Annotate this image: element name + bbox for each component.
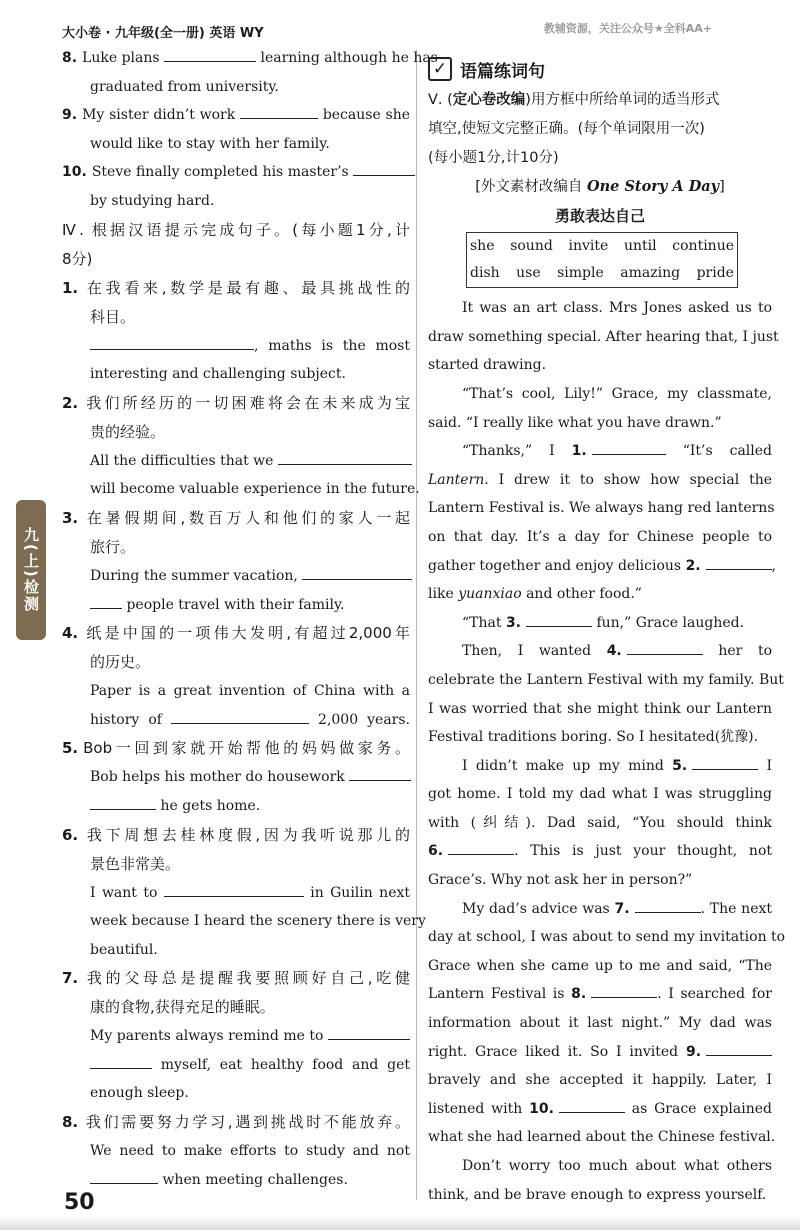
chinese-prompt: 的历史。 — [90, 653, 151, 672]
passage-line — [428, 466, 772, 495]
answer-blank[interactable] — [164, 884, 304, 897]
passage-text: as Grace explained — [631, 1100, 773, 1117]
blank-number: 5. — [672, 757, 688, 774]
blank-number: 8. — [571, 986, 587, 1003]
passage-line: celebrate the Lantern Festival with my family. But — [428, 671, 784, 688]
translate-3 — [62, 504, 410, 619]
passage-text: My dad’s advice was — [462, 900, 610, 917]
answer-blank[interactable] — [328, 1027, 410, 1040]
translate-7 — [62, 964, 410, 1108]
chinese-prompt: 在暑假期间,数百万人和他们的家人一起 — [83, 508, 410, 527]
passage-text: “Thanks,” I — [462, 443, 555, 460]
passage-line: gather together and enjoy delicious 2. , — [428, 557, 777, 574]
passage-text: . I searched for — [657, 986, 772, 1003]
blank-number: 6. — [428, 843, 444, 860]
passage-line: I was worried that she might think our Lantern — [428, 700, 772, 717]
chinese-prompt: 纸是中国的一项伟大发明,有超过2,000年 — [83, 624, 410, 643]
question-8 — [62, 44, 438, 101]
translate-8 — [62, 1108, 410, 1194]
chinese-prompt: 我下周想去桂林度假,因为我听说那儿的 — [83, 825, 410, 844]
question-number: 2. — [62, 393, 79, 412]
sentence-text: will become valuable experience in the future. — [90, 481, 420, 498]
right-column — [428, 52, 786, 1209]
sentence-text: 2,000 years. — [318, 711, 410, 728]
passage-text: Lantern Festival is — [428, 986, 565, 1003]
question-number: 8. — [62, 50, 78, 66]
answer-blank-1[interactable] — [592, 442, 666, 455]
story-title: 勇敢表达自己 — [554, 206, 645, 225]
passage-line — [428, 1095, 772, 1124]
blank-number: 9. — [685, 1043, 702, 1060]
sentence-text: would like to stay with her family. — [90, 135, 330, 152]
answer-blank-3[interactable] — [526, 614, 592, 627]
section-title-text: 语篇练词句 — [460, 61, 545, 82]
blank-number: 7. — [614, 900, 630, 917]
question-number: 6. — [62, 825, 79, 844]
sentence-text: We need to make efforts to study and not — [90, 1143, 410, 1160]
section-heading: Ⅳ. 根据汉语提示完成句子。(每小题1分,计 — [62, 220, 410, 239]
book-title: 大小卷 · 九年级(全一册) 英语 WY — [62, 26, 264, 41]
header-note: 教辅资源，关注公众号★全科AA+ — [543, 22, 712, 35]
passage-line: day at school, I was about to send my invitation to — [428, 929, 786, 946]
chinese-prompt: 贵的经验。 — [90, 422, 166, 441]
passage-line: draw something special. After hearing that, I just — [428, 328, 779, 345]
blank-number: 1. — [571, 443, 587, 460]
blank-number: 2. — [685, 557, 701, 574]
passage-text: I didn’t make up my mind — [462, 757, 664, 774]
instruction: 填空,使短文完整正确。(每个单词限用一次) — [428, 121, 705, 137]
sentence-text: interesting and challenging subject. — [90, 366, 346, 383]
passage-text: and other food.” — [526, 586, 642, 603]
instruction — [428, 86, 772, 115]
answer-blank-7[interactable] — [635, 900, 701, 913]
passage-line: information about it last night.” My dad was — [428, 1015, 772, 1032]
sentence-text: learning although he has — [260, 50, 438, 66]
passage-line: bravely and she accepted it happily. Later, I — [428, 1072, 772, 1089]
answer-blank-8[interactable] — [591, 985, 657, 998]
passage-line — [428, 837, 772, 866]
blank-number: 10. — [529, 1100, 554, 1117]
sentence-text: graduated from university. — [90, 78, 279, 95]
passage-text: her to — [718, 643, 773, 660]
section-4-title — [62, 216, 410, 274]
blank-number: 3. — [505, 614, 521, 631]
passage — [428, 294, 786, 1209]
answer-blank[interactable] — [240, 106, 318, 119]
passage-text: Lantern. — [428, 471, 489, 488]
word-bank-item: until — [623, 238, 657, 255]
checkbox-icon: ✓ — [428, 57, 452, 81]
column-divider — [416, 50, 417, 1200]
chinese-prompt: 康的食物,获得充足的睡眠。 — [90, 998, 275, 1017]
passage-text: “It’s called — [682, 443, 772, 460]
answer-blank[interactable] — [353, 163, 415, 176]
passage-line: “That’s cool, Lily!” Grace, my classmate, — [462, 385, 772, 402]
word-bank-item: invite — [568, 238, 609, 255]
answer-blank-5[interactable] — [692, 757, 758, 770]
sentence-text: I want to — [90, 884, 158, 901]
answer-blank-9[interactable] — [706, 1043, 772, 1056]
question-number: 8. — [62, 1113, 79, 1132]
question-number: 3. — [62, 508, 79, 527]
chinese-prompt: 旅行。 — [90, 537, 136, 556]
sentence-text: beautiful. — [90, 941, 158, 958]
passage-text: . The next — [700, 900, 772, 917]
sentence-text: Luke plans — [82, 50, 160, 66]
question-number: 1. — [62, 278, 79, 297]
sentence-text: when meeting challenges. — [162, 1171, 348, 1188]
passage-line: on that day. It’s a day for Chinese people to — [428, 528, 772, 545]
sentence-text: history of — [90, 711, 162, 728]
answer-blank-2[interactable] — [706, 557, 772, 570]
section-heading: 8分) — [62, 249, 93, 268]
passage-text: like — [428, 586, 454, 603]
instruction-text: Ⅴ. ( — [428, 92, 453, 108]
passage-line — [428, 895, 772, 924]
sentence-text: myself, eat healthy food and get — [160, 1056, 410, 1073]
sentence-text: , maths is the most — [254, 337, 410, 354]
word-bank-item: pride — [696, 265, 734, 282]
sentence-text: he gets home. — [160, 797, 261, 814]
section-heading — [428, 52, 772, 86]
sentence-text: in Guilin next — [310, 884, 411, 901]
blank-number: 4. — [606, 643, 622, 660]
source-book: One Story A Day — [587, 178, 720, 195]
sentence-text: My parents always remind me to — [90, 1028, 324, 1045]
instruction-text: )用方框中所给单词的适当形式 — [525, 92, 720, 108]
question-9 — [62, 101, 410, 158]
passage-text: “That — [462, 614, 502, 631]
passage-text: listened with — [428, 1100, 523, 1117]
sentence-text: Paper is a great invention of China with a — [90, 683, 410, 700]
page-edge-shadow — [0, 1216, 800, 1230]
passage-line: started drawing. — [428, 357, 547, 374]
question-number: 10. — [62, 164, 87, 181]
side-tab: 九(上)检测 — [16, 500, 46, 640]
sentence-text: by studying hard. — [90, 192, 215, 209]
instruction: (每小题1分,计10分) — [428, 150, 559, 166]
passage-line: got home. I told my dad what I was struggling — [428, 786, 772, 803]
translate-6 — [62, 821, 426, 965]
word-bank-item: amazing — [620, 265, 681, 282]
passage-text: gather together and enjoy delicious — [428, 557, 682, 574]
answer-blank[interactable] — [90, 337, 254, 350]
chinese-prompt: 我的父母总是提醒我要照顾好自己,吃健 — [83, 969, 410, 988]
answer-blank-6[interactable] — [448, 842, 514, 855]
sentence-text: Bob helps his mother do housework — [90, 769, 345, 786]
passage-line: It was an art class. Mrs Jones asked us to — [462, 300, 772, 317]
sentence-text: people travel with their family. — [126, 596, 345, 613]
answer-blank[interactable] — [90, 1056, 152, 1069]
chinese-prompt: 景色非常美。 — [90, 854, 181, 873]
sentence-text: During the summer vacation, — [90, 567, 298, 584]
answer-blank[interactable] — [278, 452, 412, 465]
passage-text: fun,” Grace laughed. — [596, 614, 745, 631]
chinese-prompt: 在我看来,数学是最有趣、最具挑战性的 — [83, 278, 410, 297]
passage-line: with (纠结). Dad said, “You should think — [428, 814, 772, 831]
word-bank — [466, 232, 738, 288]
answer-blank[interactable] — [90, 797, 156, 810]
passage-text: . This is just your thought, not — [514, 843, 772, 860]
chinese-prompt: 我们所经历的一切困难将会在未来成为宝 — [83, 393, 410, 412]
sentence-text: My sister didn’t work — [82, 107, 236, 124]
passage-line: Festival traditions boring. So I hesitated(犹豫). — [428, 729, 759, 746]
answer-blank[interactable] — [164, 49, 256, 62]
passage-line: said. “I really like what you have drawn.” — [428, 414, 722, 431]
translate-1 — [62, 274, 410, 389]
passage-line — [428, 437, 772, 466]
answer-blank[interactable] — [90, 1171, 158, 1184]
passage-text: Then, I wanted — [462, 643, 592, 660]
passage-line: what she had learned about the Chinese festival. — [428, 1129, 776, 1146]
sentence-text: week because I heard the scenery there is very — [90, 913, 426, 930]
question-10 — [62, 158, 410, 215]
word-bank-item: sound — [510, 238, 553, 255]
passage-text: yuanxiao — [458, 586, 522, 603]
passage-text: I — [766, 757, 773, 774]
word-bank-item: simple — [557, 265, 604, 282]
question-number: 5. — [62, 739, 79, 758]
word-bank-row — [470, 260, 734, 287]
answer-blank[interactable] — [349, 768, 411, 781]
page-number: 50 — [64, 1190, 95, 1215]
passage-line — [428, 980, 772, 1009]
answer-blank[interactable] — [90, 596, 122, 609]
passage-line: Don’t worry too much about what others — [462, 1158, 772, 1174]
left-column — [62, 44, 438, 1194]
passage-line — [428, 1038, 772, 1067]
translate-4 — [62, 619, 410, 734]
question-number: 7. — [62, 969, 79, 988]
passage-line: Grace’s. Why not ask her in person?” — [428, 872, 693, 889]
word-bank-row — [470, 233, 734, 260]
sentence-text: Steve finally completed his master’s — [91, 164, 349, 181]
sentence-text: enough sleep. — [90, 1085, 189, 1102]
answer-blank[interactable] — [171, 711, 309, 724]
source-note — [428, 173, 772, 202]
instruction-source: 定心卷改编 — [452, 92, 526, 108]
word-bank-item: dish — [470, 265, 500, 282]
passage-line — [428, 580, 772, 609]
passage-line: think, and be brave enough to express yourself. — [428, 1186, 767, 1203]
passage-text: I drew it to show how special the — [498, 471, 772, 488]
translate-5 — [62, 734, 410, 820]
sentence-text: because she — [322, 107, 411, 124]
passage-line: Lantern Festival is. We always hang red lanterns — [428, 500, 775, 517]
translate-2 — [62, 389, 420, 504]
passage-line — [428, 637, 772, 666]
source-text: ] — [719, 179, 725, 195]
passage-line — [428, 752, 772, 781]
chinese-prompt: 我们需要努力学习,遇到挑战时不能放弃。 — [83, 1113, 410, 1132]
answer-blank-10[interactable] — [559, 1100, 625, 1113]
word-bank-item: she — [470, 238, 495, 255]
chinese-prompt: Bob一回到家就开始帮他的妈妈做家务。 — [83, 739, 410, 758]
passage-line — [428, 609, 772, 638]
answer-blank[interactable] — [302, 567, 412, 580]
source-text: [外文素材改编自 — [475, 179, 583, 195]
question-number: 9. — [62, 107, 78, 124]
question-number: 4. — [62, 624, 79, 643]
passage-line: Grace when she came up to me and said, “The — [428, 957, 772, 974]
answer-blank-4[interactable] — [627, 642, 703, 655]
passage-text: right. Grace liked it. So I invited — [428, 1043, 679, 1060]
sentence-text: All the difficulties that we — [90, 452, 274, 469]
chinese-prompt: 科目。 — [90, 307, 136, 326]
word-bank-item: continue — [672, 238, 734, 255]
word-bank-item: use — [516, 265, 541, 282]
